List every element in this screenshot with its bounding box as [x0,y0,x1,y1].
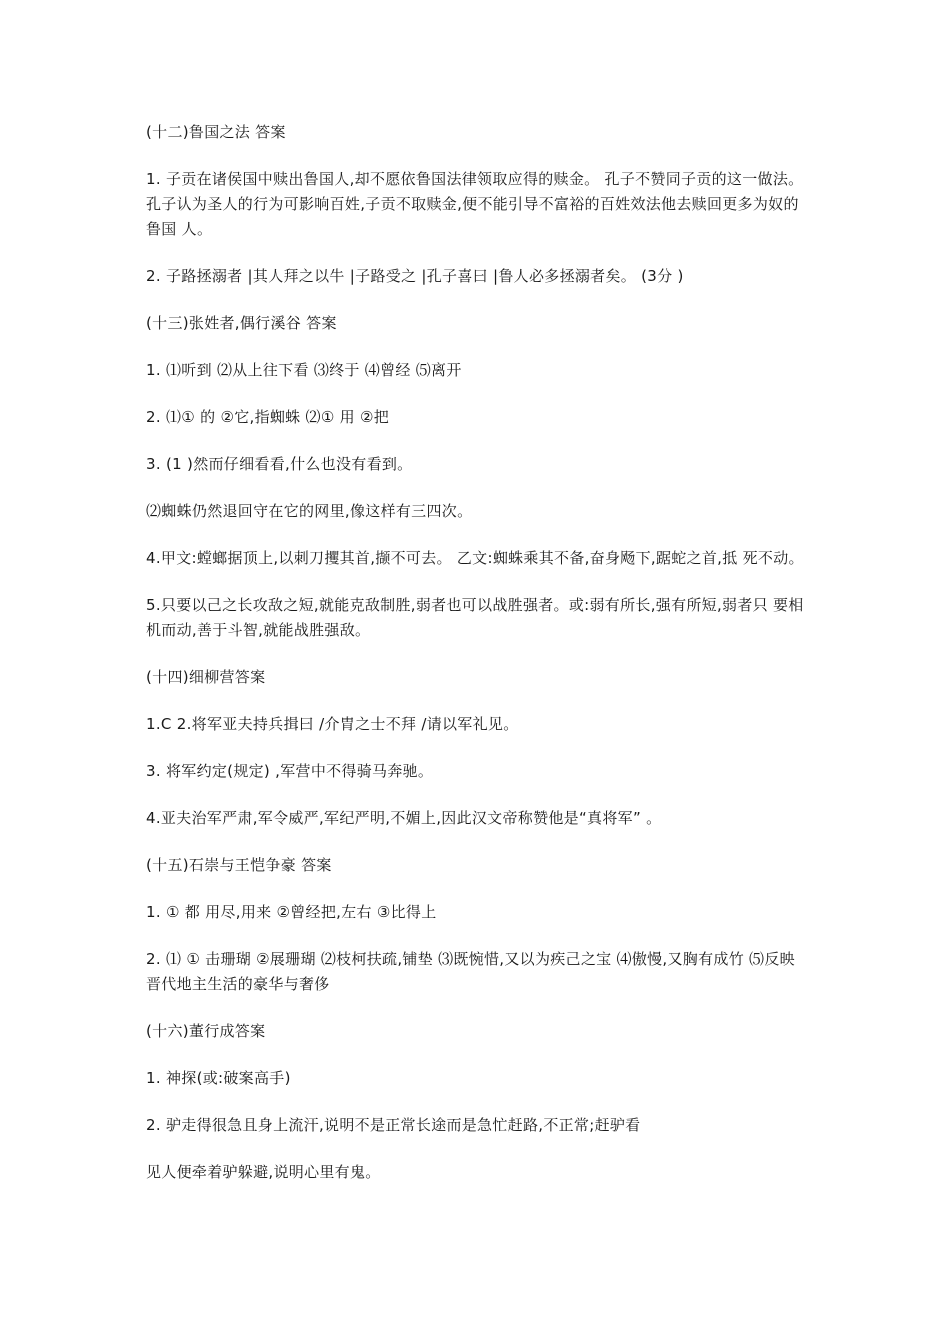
section-heading-13: (十三)张姓者,偶行溪谷 答案 [146,314,337,332]
answer-14-4: 4.亚夫治军严肃,军令威严,军纪严明,不媚上,因此汉文帝称赞他是“真将军” 。 [146,809,662,827]
answer-13-2: 2. ⑴① 的 ②它,指蜘蛛 ⑵① 用 ②把 [146,408,390,426]
answer-16-2: 2. 驴走得很急且身上流汗,说明不是正常长途而是急忙赶路,不正常;赶驴看 [146,1116,641,1134]
answer-16-2-continued: 见人便牵着驴躲避,说明心里有鬼。 [146,1163,381,1181]
section-heading-15: (十五)石崇与王恺争豪 答案 [146,856,332,874]
answer-12-2: 2. 子路拯溺者 |其人拜之以牛 |子路受之 |孔子喜曰 |鲁人必多拯溺者矣。 (3分 ) [146,267,684,285]
answer-14-1-2: 1.C 2.将军亚夫持兵揖曰 /介胄之士不拜 /请以军礼见。 [146,715,519,733]
answer-13-5: 5.只要以己之长攻敌之短,就能克敌制胜,弱者也可以战胜强者。或:弱有所长,强有所短,弱者只 要相机而动,善于斗智,就能战胜强敌。 [146,596,804,639]
section-heading-14: (十四)细柳营答案 [146,668,266,686]
answer-13-1: 1. ⑴听到 ⑵从上往下看 ⑶终于 ⑷曾经 ⑸离开 [146,361,462,379]
answer-12-1: 1. 子贡在诸侯国中赎出鲁国人,却不愿依鲁国法律领取应得的赎金。 孔子不赞同子贡的这一做法。 孔子认为圣人的行为可影响百姓,子贡不取赎金,便不能引导不富裕的百姓效法他去赎回更多为奴的鲁国 人。 [146,170,804,238]
section-heading-16: (十六)董行成答案 [146,1022,266,1040]
answer-13-4: 4.甲文:螳螂据顶上,以刺刀攫其首,撷不可去。 乙文:蜘蛛乘其不备,奋身飏下,踞蛇之首,抵 死不动。 [146,549,804,567]
answer-13-3-part2: ⑵蜘蛛仍然退回守在它的网里,像这样有三四次。 [146,502,473,520]
answer-13-3: 3. (1 )然而仔细看看,什么也没有看到。 [146,455,413,473]
answer-text-body [146,120,810,1207]
section-heading-12: (十二)鲁国之法 答案 [146,123,286,141]
answer-15-2: 2. ⑴ ① 击珊瑚 ②展珊瑚 ⑵枝柯扶疏,铺垫 ⑶既惋惜,又以为疾己之宝 ⑷傲慢,又胸有成竹 ⑸反映晋代地主生活的豪华与奢侈 [146,950,795,993]
answer-14-3: 3. 将军约定(规定) ,军营中不得骑马奔驰。 [146,762,434,780]
answer-15-1: 1. ① 都 用尽,用来 ②曾经把,左右 ③比得上 [146,903,437,921]
answer-16-1: 1. 神探(或:破案高手) [146,1069,291,1087]
